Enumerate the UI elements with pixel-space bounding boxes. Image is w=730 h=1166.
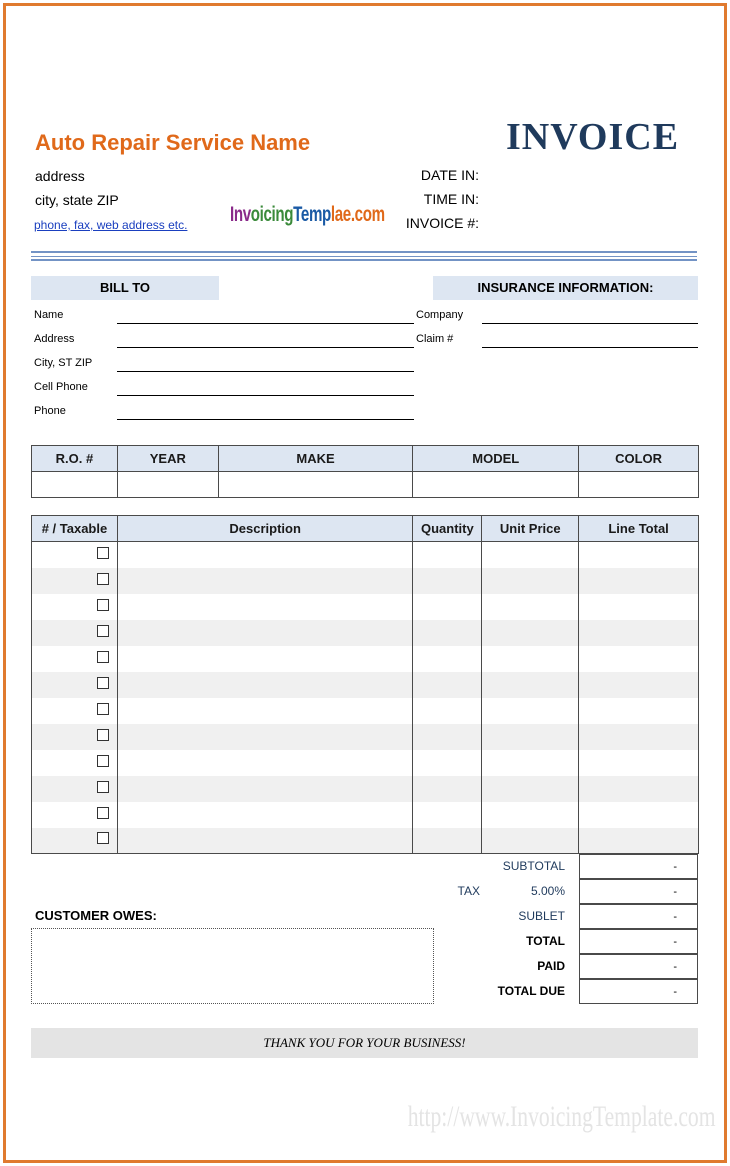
taxable-cell[interactable]	[32, 776, 118, 802]
quantity-cell[interactable]	[413, 750, 482, 776]
taxable-checkbox[interactable]	[97, 755, 109, 767]
description-cell[interactable]	[117, 646, 412, 672]
taxable-checkbox[interactable]	[97, 729, 109, 741]
bill-to-name-label: Name	[34, 309, 64, 321]
line-total-cell[interactable]	[579, 542, 699, 568]
description-cell[interactable]	[117, 802, 412, 828]
taxable-checkbox[interactable]	[97, 703, 109, 715]
taxable-checkbox[interactable]	[97, 651, 109, 663]
company-address: address	[35, 168, 85, 184]
taxable-cell[interactable]	[32, 698, 118, 724]
bill-to-city-field[interactable]	[117, 371, 414, 372]
taxable-checkbox[interactable]	[97, 781, 109, 793]
taxable-cell[interactable]	[32, 750, 118, 776]
bill-to-cell-field[interactable]	[117, 395, 414, 396]
quantity-cell[interactable]	[413, 776, 482, 802]
insurance-company-label: Company	[416, 309, 464, 321]
description-cell[interactable]	[117, 828, 412, 854]
model-cell[interactable]	[413, 472, 579, 498]
table-row	[32, 828, 699, 854]
line-total-cell[interactable]	[579, 724, 699, 750]
tax-label: TAX	[457, 884, 480, 898]
customer-owes-label: CUSTOMER OWES:	[35, 908, 157, 923]
description-cell[interactable]	[117, 594, 412, 620]
table-row	[32, 620, 699, 646]
header-year: YEAR	[117, 446, 218, 472]
description-cell[interactable]	[117, 750, 412, 776]
company-name: Auto Repair Service Name	[35, 130, 311, 155]
header-taxable: # / Taxable	[32, 516, 118, 542]
customer-owes-box[interactable]	[31, 928, 434, 1004]
insurance-claim-field[interactable]	[482, 347, 698, 348]
quantity-cell[interactable]	[413, 594, 482, 620]
invoice-title: INVOICE	[506, 116, 680, 158]
line-total-cell[interactable]	[579, 620, 699, 646]
bill-to-phone-field[interactable]	[117, 419, 414, 420]
unit-price-cell[interactable]	[482, 802, 579, 828]
bill-to-header: BILL TO	[31, 276, 219, 300]
table-row	[32, 594, 699, 620]
unit-price-cell[interactable]	[482, 594, 579, 620]
line-total-cell[interactable]	[579, 828, 699, 854]
quantity-cell[interactable]	[413, 828, 482, 854]
ro-cell[interactable]	[32, 472, 118, 498]
bill-to-phone-label: Phone	[34, 405, 66, 417]
taxable-checkbox[interactable]	[97, 807, 109, 819]
taxable-cell[interactable]	[32, 802, 118, 828]
header-description: Description	[117, 516, 412, 542]
header-unit-price: Unit Price	[482, 516, 579, 542]
unit-price-cell[interactable]	[482, 750, 579, 776]
taxable-cell[interactable]	[32, 828, 118, 854]
header-ro: R.O. #	[32, 446, 118, 472]
line-total-cell[interactable]	[579, 698, 699, 724]
table-row	[32, 776, 699, 802]
make-cell[interactable]	[218, 472, 413, 498]
unit-price-cell[interactable]	[482, 776, 579, 802]
insurance-claim-label: Claim #	[416, 333, 454, 345]
color-cell[interactable]	[579, 472, 699, 498]
taxable-checkbox[interactable]	[97, 677, 109, 689]
taxable-cell[interactable]	[32, 724, 118, 750]
company-city: city, state ZIP	[35, 192, 119, 208]
unit-price-cell[interactable]	[482, 672, 579, 698]
sublet-value[interactable]: -	[579, 904, 698, 929]
taxable-cell[interactable]	[32, 646, 118, 672]
quantity-cell[interactable]	[413, 802, 482, 828]
header-model: MODEL	[413, 446, 579, 472]
header-color: COLOR	[579, 446, 699, 472]
quantity-cell[interactable]	[413, 542, 482, 568]
items-table	[31, 515, 699, 854]
description-cell[interactable]	[117, 672, 412, 698]
bill-to-name-field[interactable]	[117, 323, 414, 324]
subtotal-value: -	[579, 854, 698, 879]
unit-price-cell[interactable]	[482, 646, 579, 672]
company-contact-link[interactable]: phone, fax, web address etc.	[34, 218, 188, 232]
tax-rate[interactable]: 5.00%	[530, 884, 565, 898]
header-rule-bottom	[31, 259, 697, 261]
paid-value[interactable]: -	[579, 954, 698, 979]
unit-price-cell[interactable]	[482, 542, 579, 568]
unit-price-cell[interactable]	[482, 620, 579, 646]
subtotal-label: SUBTOTAL	[502, 859, 565, 873]
description-cell[interactable]	[117, 620, 412, 646]
bill-to-address-field[interactable]	[117, 347, 414, 348]
watermark: http://www.InvoicingTemplate.com	[408, 1100, 716, 1133]
total-due-label: TOTAL DUE	[497, 984, 565, 998]
tax-value: -	[579, 879, 698, 904]
table-row	[32, 750, 699, 776]
unit-price-cell[interactable]	[482, 828, 579, 854]
insurance-company-field[interactable]	[482, 323, 698, 324]
total-due-value: -	[579, 979, 698, 1004]
header-rule-thin	[31, 256, 697, 257]
line-total-cell[interactable]	[579, 802, 699, 828]
bill-to-city-label: City, ST ZIP	[34, 357, 93, 369]
taxable-checkbox[interactable]	[97, 832, 109, 844]
taxable-checkbox[interactable]	[97, 573, 109, 585]
taxable-checkbox[interactable]	[97, 547, 109, 559]
table-row	[32, 802, 699, 828]
table-row	[32, 568, 699, 594]
line-total-cell[interactable]	[579, 646, 699, 672]
line-total-cell[interactable]	[579, 568, 699, 594]
bill-to-cell-label: Cell Phone	[34, 381, 88, 393]
taxable-cell[interactable]	[32, 594, 118, 620]
description-cell[interactable]	[117, 542, 412, 568]
description-cell[interactable]	[117, 724, 412, 750]
taxable-checkbox[interactable]	[97, 599, 109, 611]
line-total-cell[interactable]	[579, 776, 699, 802]
taxable-cell[interactable]	[32, 620, 118, 646]
year-cell[interactable]	[117, 472, 218, 498]
date-in-label: DATE IN:	[420, 167, 479, 183]
logo: InvoicingTemplae.com	[230, 203, 385, 226]
quantity-cell[interactable]	[413, 724, 482, 750]
table-row	[32, 724, 699, 750]
taxable-cell[interactable]	[32, 568, 118, 594]
quantity-cell[interactable]	[413, 568, 482, 594]
table-row	[32, 646, 699, 672]
time-in-label: TIME IN:	[423, 191, 479, 207]
description-cell[interactable]	[117, 776, 412, 802]
header-rule	[31, 251, 697, 253]
invoice-number-label: INVOICE #:	[405, 215, 479, 231]
quantity-cell[interactable]	[413, 698, 482, 724]
quantity-cell[interactable]	[413, 620, 482, 646]
taxable-cell[interactable]	[32, 672, 118, 698]
thank-you-banner: THANK YOU FOR YOUR BUSINESS!	[31, 1028, 698, 1058]
taxable-checkbox[interactable]	[97, 625, 109, 637]
unit-price-cell[interactable]	[482, 698, 579, 724]
line-total-cell[interactable]	[579, 672, 699, 698]
line-total-cell[interactable]	[579, 750, 699, 776]
vehicle-table	[31, 445, 699, 498]
header-make: MAKE	[218, 446, 413, 472]
header-quantity: Quantity	[413, 516, 482, 542]
quantity-cell[interactable]	[413, 672, 482, 698]
insurance-header: INSURANCE INFORMATION:	[433, 276, 698, 300]
total-value: -	[579, 929, 698, 954]
header-line-total: Line Total	[579, 516, 699, 542]
bill-to-address-label: Address	[34, 333, 75, 345]
sublet-label: SUBLET	[518, 909, 565, 923]
table-row	[32, 672, 699, 698]
paid-label: PAID	[537, 959, 565, 973]
line-total-cell[interactable]	[579, 594, 699, 620]
quantity-cell[interactable]	[413, 646, 482, 672]
table-row	[32, 698, 699, 724]
taxable-cell[interactable]	[32, 542, 118, 568]
table-row	[32, 542, 699, 568]
description-cell[interactable]	[117, 698, 412, 724]
description-cell[interactable]	[117, 568, 412, 594]
total-label: TOTAL	[526, 934, 565, 948]
unit-price-cell[interactable]	[482, 568, 579, 594]
unit-price-cell[interactable]	[482, 724, 579, 750]
